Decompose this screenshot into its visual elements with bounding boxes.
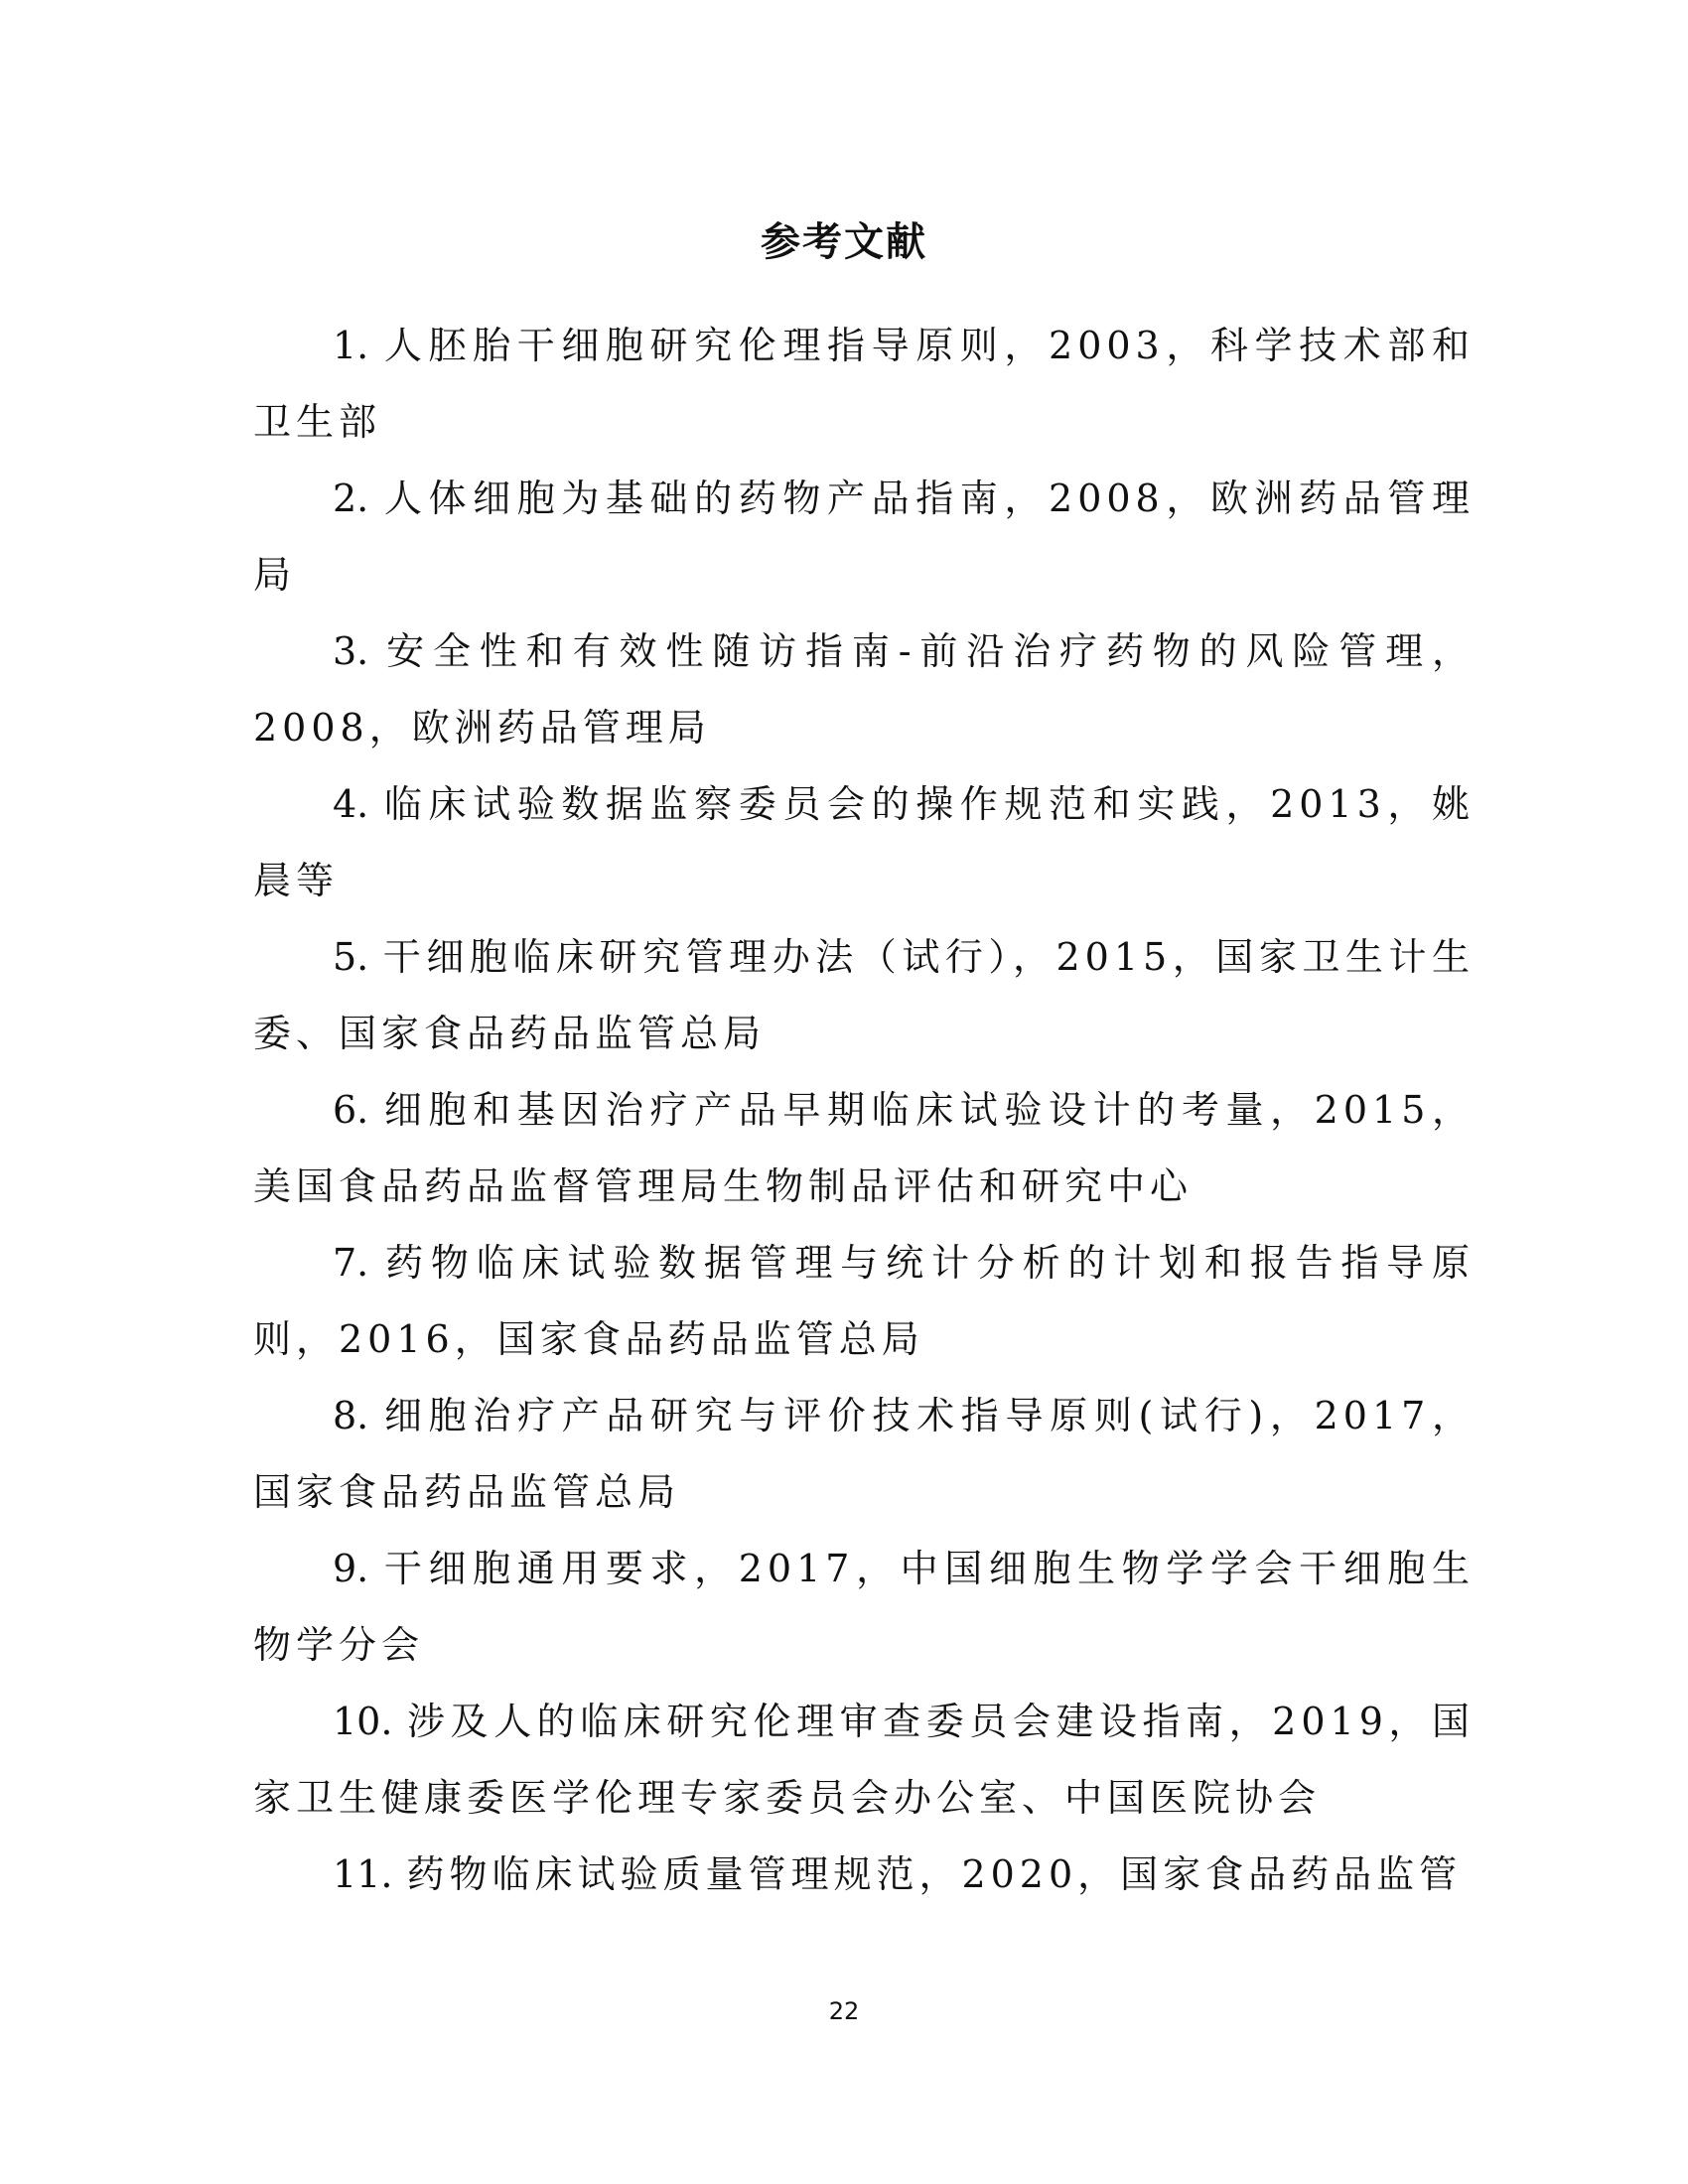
reference-text: 人体细胞为基础的药物产品指南，2008，欧洲药品管理局 [253,477,1475,597]
reference-item [253,919,1475,1072]
reference-number: 1. [333,324,369,367]
reference-number: 3. [333,629,369,673]
page-title: 参考文献 [761,219,927,265]
reference-number: 10. [333,1700,393,1743]
reference-item [253,1225,1475,1378]
reference-number: 6. [333,1088,369,1132]
reference-item [253,461,1475,614]
reference-item [253,1072,1475,1225]
reference-text: 人胚胎干细胞研究伦理指导原则，2003，科学技术部和卫生部 [253,324,1475,444]
reference-text: 药物临床试验数据管理与统计分析的计划和报告指导原则，2016，国家食品药品监管总局 [253,1241,1475,1361]
reference-item [253,766,1475,919]
reference-text: 临床试验数据监察委员会的操作规范和实践，2013，姚晨等 [253,782,1475,902]
page-number: 22 [828,1997,860,2025]
reference-text: 安全性和有效性随访指南-前沿治疗药物的风险管理，2008，欧洲药品管理局 [253,629,1475,750]
reference-number: 9. [333,1547,369,1590]
reference-item [253,1684,1475,1837]
reference-number: 4. [333,782,369,826]
reference-number: 5. [333,935,369,979]
reference-item [253,1837,1475,1913]
reference-text: 细胞和基因治疗产品早期临床试验设计的考量，2015，美国食品药品监督管理局生物制品评估和研究中心 [253,1088,1475,1208]
reference-text: 干细胞通用要求，2017，中国细胞生物学学会干细胞生物学分会 [253,1547,1475,1667]
reference-text: 干细胞临床研究管理办法（试行），2015，国家卫生计生委、国家食品药品监管总局 [253,935,1475,1055]
reference-text: 涉及人的临床研究伦理审查委员会建设指南，2019，国家卫生健康委医学伦理专家委员会办公室、中国医院协会 [253,1700,1475,1820]
reference-number: 11. [333,1852,393,1896]
reference-list [253,308,1475,1913]
reference-item [253,308,1475,461]
reference-number: 2. [333,477,369,520]
reference-number: 7. [333,1241,369,1285]
reference-number: 8. [333,1394,369,1437]
reference-text: 细胞治疗产品研究与评价技术指导原则(试行)，2017，国家食品药品监管总局 [253,1394,1475,1514]
reference-item [253,614,1475,766]
reference-text: 药物临床试验质量管理规范，2020，国家食品药品监管 [406,1852,1463,1896]
reference-item [253,1378,1475,1531]
reference-item [253,1531,1475,1684]
